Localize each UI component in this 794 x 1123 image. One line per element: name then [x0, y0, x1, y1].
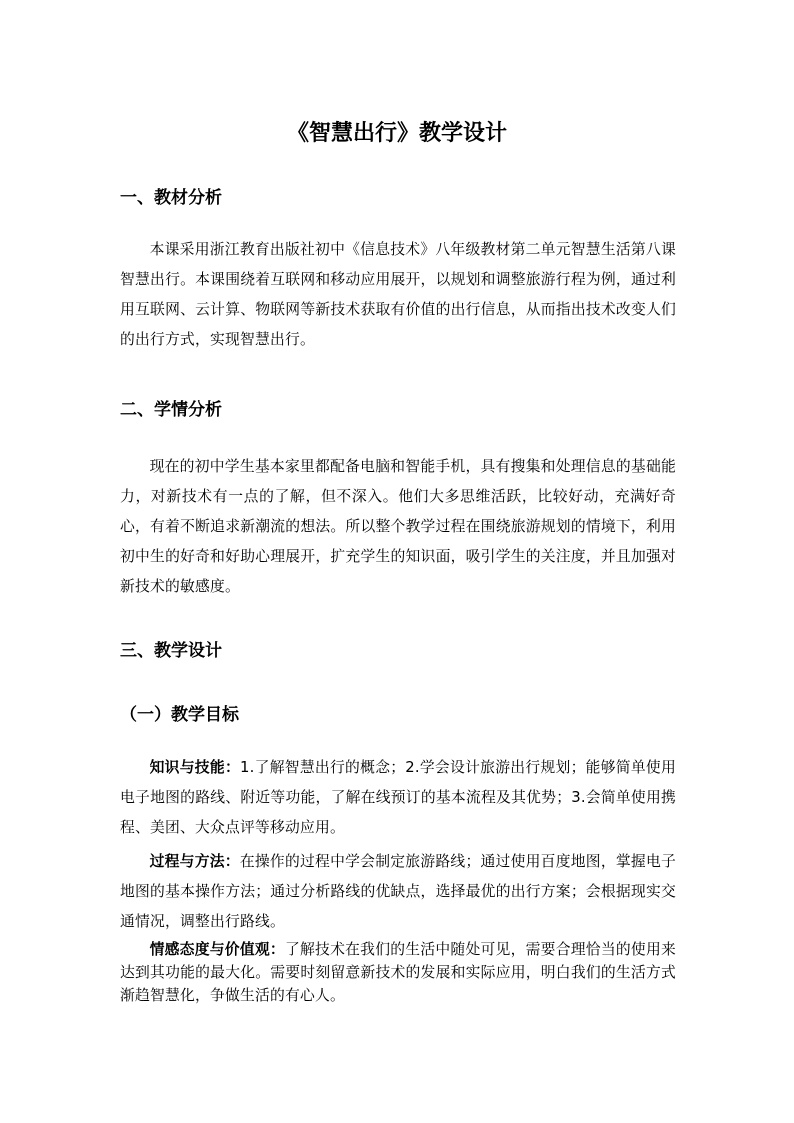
goal-attitude-values — [120, 938, 676, 1007]
document-title: 《智慧出行》教学设计 — [286, 120, 507, 146]
goal-knowledge-skills — [120, 753, 676, 843]
goal-process-methods-label: 过程与方法： — [149, 853, 240, 870]
section-heading-teaching-design: 三、教学设计 — [120, 641, 222, 661]
goal-attitude-values-label: 情感态度与价值观： — [149, 941, 285, 958]
section-heading-textbook-analysis: 一、教材分析 — [120, 188, 222, 208]
goal-knowledge-skills-label: 知识与技能： — [149, 759, 241, 776]
section-body-student-analysis: 现在的初中学生基本家里都配备电脑和智能手机，具有搜集和处理信息的基础能力，对新技术有一点的了解，但不深入。他们大多思维活跃，比较好动，充满好奇心，有着不断追求新潮流的想法。所以整个教学过程在围绕旅游规划的情境下，利用初中生的好奇和好助心理展开，扩充学生的知识面，吸引学生的关注度，并且加强对新技术的敏感度。 — [120, 458, 676, 595]
goal-process-methods — [120, 847, 676, 937]
subsection-heading-teaching-goals: （一）教学目标 — [120, 705, 239, 725]
goal-attitude-values-text: 了解技术在我们的生活中随处可见，需要合理恰当的使用来达到其功能的最大化。需要时刻留意新技术的发展和实际应用，明白我们的生活方式渐趋智慧化，争做生活的有心人。 — [120, 941, 676, 1004]
section-body-textbook-analysis: 本课采用浙江教育出版社初中《信息技术》八年级教材第二单元智慧生活第八课智慧出行。本课围绕着互联网和移动应用展开，以规划和调整旅游行程为例，通过利用互联网、云计算、物联网等新技术获取有价值的出行信息，从而指出技术改变人们的出行方式，实现智慧出行。 — [120, 241, 676, 348]
section-heading-student-analysis: 二、学情分析 — [120, 400, 222, 420]
goal-knowledge-skills-text: 1.了解智慧出行的概念；2.学会设计旅游出行规划；能够简单使用电子地图的路线、附近等功能，了解在线预订的基本流程及其优势；3.会简单使用携程、美团、大众点评等移动应用。 — [120, 759, 676, 836]
goal-process-methods-text: 在操作的过程中学会制定旅游路线；通过使用百度地图，掌握电子地图的基本操作方法；通过分析路线的优缺点，选择最优的出行方案；会根据现实交通情况，调整出行路线。 — [120, 853, 676, 930]
